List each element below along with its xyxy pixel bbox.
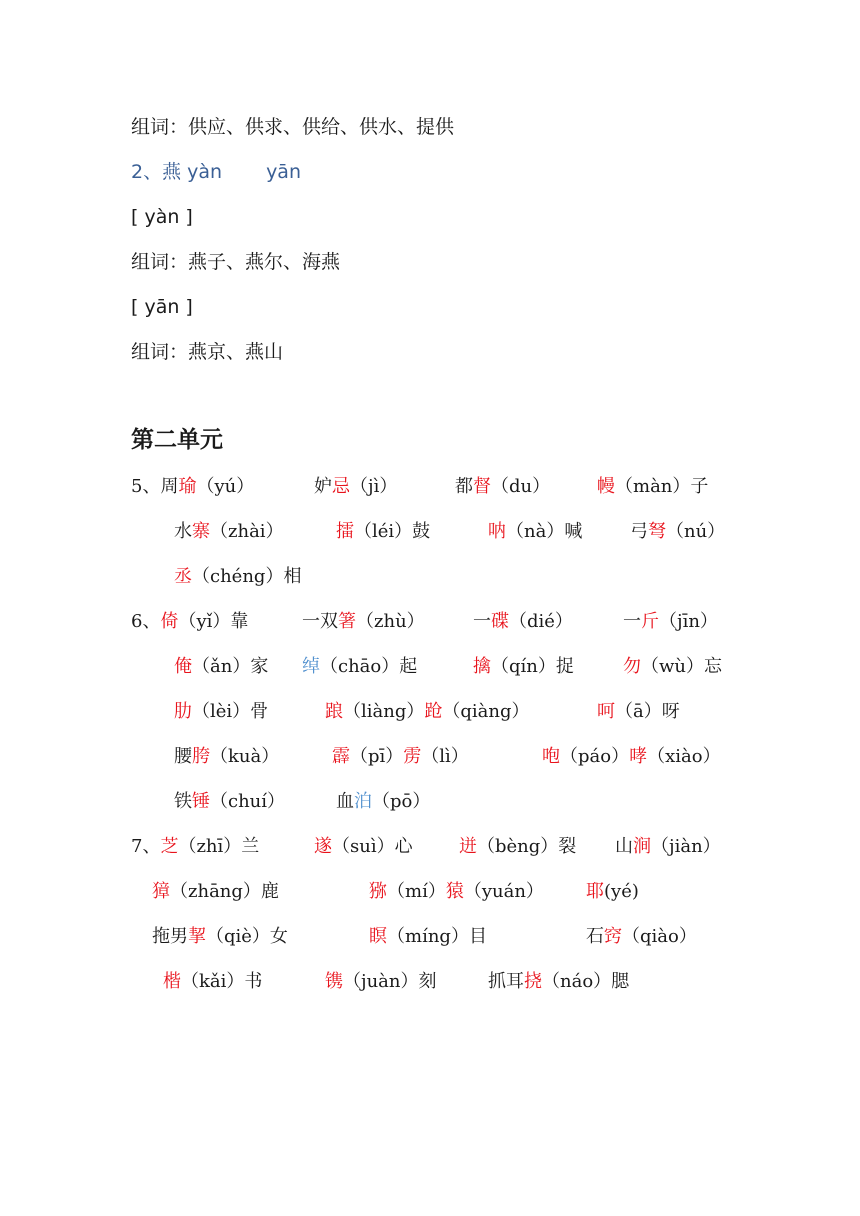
vocab-text: （xiào） — [647, 746, 721, 767]
vocab-item — [174, 564, 301, 590]
highlighted-character: 挠 — [524, 971, 542, 992]
vocab-item — [369, 924, 487, 950]
vocab-item — [174, 789, 285, 815]
vocab-text: （pō） — [372, 791, 431, 812]
highlighted-character: 挈 — [188, 926, 206, 947]
highlighted-character: 丞 — [174, 566, 192, 587]
vocab-text: （lèi）骨 — [192, 701, 269, 722]
vocab-item — [302, 609, 425, 635]
vocab-text: （ā）呀 — [615, 701, 680, 722]
vocab-item — [131, 834, 259, 860]
reading-bracket-yan4: [ yàn ] — [131, 206, 193, 228]
highlighted-character: 耶 — [586, 881, 604, 902]
vocab-text: 水 — [174, 521, 192, 542]
highlighted-character: 獐 — [152, 881, 170, 902]
highlighted-character: 哮 — [629, 746, 648, 767]
vocab-text: （nà）喊 — [506, 521, 583, 542]
highlighted-character: 踉 — [325, 701, 343, 722]
vocab-item — [473, 609, 573, 635]
vocab-text: 血 — [336, 791, 354, 812]
highlighted-character: 镌 — [325, 971, 343, 992]
vocab-item — [174, 654, 268, 680]
highlighted-character: 咆 — [542, 746, 560, 767]
highlighted-character: 寨 — [192, 521, 210, 542]
vocab-item — [174, 699, 268, 725]
highlighted-character: 窍 — [604, 926, 622, 947]
highlighted-character: 泊 — [354, 791, 372, 812]
vocab-text: （páo） — [560, 746, 630, 767]
vocab-item — [174, 519, 284, 545]
vocab-item — [325, 699, 530, 725]
vocab-item — [336, 519, 430, 545]
highlighted-character: 倚 — [160, 611, 179, 632]
vocab-text: （qiè）女 — [206, 926, 288, 947]
vocab-text: （pī） — [350, 746, 404, 767]
vocab-text: （ǎn）家 — [192, 656, 269, 677]
vocab-text: （kuà） — [210, 746, 280, 767]
vocab-item — [597, 699, 680, 725]
vocab-text: （màn）子 — [615, 476, 709, 497]
vocab-text: 7、 — [131, 836, 161, 857]
highlighted-character: 弩 — [648, 521, 666, 542]
vocab-item — [455, 474, 550, 500]
vocab-text: 6、 — [131, 611, 161, 632]
vocab-item — [131, 609, 248, 635]
entry-2-heading — [131, 159, 301, 185]
vocab-text: （liàng） — [343, 701, 425, 722]
vocab-text: （zhī）兰 — [178, 836, 260, 857]
vocab-item — [325, 969, 437, 995]
vocab-item — [152, 924, 288, 950]
vocab-item — [597, 474, 708, 500]
vocab-text: 石 — [586, 926, 604, 947]
highlighted-character: 霹 — [332, 746, 350, 767]
vocab-item — [586, 879, 639, 905]
vocab-text: 一双 — [302, 611, 338, 632]
vocab-text: （yǐ）靠 — [178, 611, 249, 632]
vocab-text: （chéng）相 — [192, 566, 302, 587]
highlighted-character: 迸 — [459, 836, 477, 857]
vocab-text: 5、周 — [131, 476, 179, 497]
section-title: 第二单元 — [131, 427, 223, 453]
vocab-text: （zhài） — [210, 521, 284, 542]
highlighted-character: 忌 — [332, 476, 350, 497]
highlighted-character: 瑜 — [178, 476, 197, 497]
vocab-text: （zhāng）鹿 — [170, 881, 279, 902]
vocab-item — [623, 654, 722, 680]
vocab-item — [615, 834, 721, 860]
vocab-text: （lì） — [421, 746, 469, 767]
vocab-text: 都 — [455, 476, 473, 497]
vocab-text: （yú） — [196, 476, 255, 497]
vocab-text: 山 — [615, 836, 633, 857]
vocab-text: （qiàng） — [442, 701, 530, 722]
vocab-item — [336, 789, 430, 815]
vocab-text: （náo）腮 — [542, 971, 630, 992]
vocab-item — [163, 969, 262, 995]
entry-2-label: 2、燕 yàn — [131, 161, 223, 183]
highlighted-character: 箸 — [338, 611, 356, 632]
highlighted-character: 芝 — [160, 836, 179, 857]
vocab-text: （mí） — [387, 881, 446, 902]
vocab-item — [473, 654, 574, 680]
vocab-text: （dié） — [509, 611, 573, 632]
vocab-text: 弓 — [630, 521, 648, 542]
vocab-text: 一 — [473, 611, 491, 632]
highlighted-character: 瞑 — [369, 926, 387, 947]
vocab-item — [459, 834, 576, 860]
highlighted-character: 督 — [473, 476, 491, 497]
vocab-text: 铁 — [174, 791, 192, 812]
vocab-text: （nú） — [666, 521, 726, 542]
vocab-text: 妒 — [314, 476, 332, 497]
vocab-item — [152, 879, 279, 905]
highlighted-character: 呐 — [488, 521, 506, 542]
vocab-text: （jīn） — [659, 611, 718, 632]
highlighted-character: 绰 — [302, 656, 320, 677]
vocab-text: （qiào） — [622, 926, 697, 947]
vocab-text: （chāo）起 — [320, 656, 418, 677]
highlighted-character: 擒 — [473, 656, 491, 677]
entry-2-alt-reading: yān — [266, 161, 301, 183]
highlighted-character: 俺 — [174, 656, 192, 677]
vocab-item — [314, 834, 413, 860]
vocab-text: （du） — [491, 476, 551, 497]
highlighted-character: 遂 — [314, 836, 332, 857]
vocab-text: （zhù） — [356, 611, 425, 632]
vocab-text: （bèng）裂 — [477, 836, 577, 857]
vocab-text: （míng）目 — [387, 926, 487, 947]
vocab-text: (yé) — [604, 881, 639, 902]
highlighted-character: 雳 — [403, 746, 422, 767]
vocab-item — [488, 969, 629, 995]
highlighted-character: 涧 — [633, 836, 651, 857]
vocab-item — [332, 744, 469, 770]
highlighted-character: 幔 — [597, 476, 615, 497]
vocab-text: （suì）心 — [332, 836, 413, 857]
highlighted-character: 肋 — [174, 701, 192, 722]
vocab-text: （juàn）刻 — [343, 971, 437, 992]
highlighted-character: 呵 — [597, 701, 615, 722]
vocab-text: 一 — [623, 611, 641, 632]
vocab-item — [302, 654, 417, 680]
vocab-text: 抓耳 — [488, 971, 524, 992]
highlighted-character: 跄 — [424, 701, 443, 722]
highlighted-character: 猕 — [369, 881, 387, 902]
highlighted-character: 斤 — [641, 611, 659, 632]
highlighted-character: 擂 — [336, 521, 354, 542]
highlighted-character: 楷 — [163, 971, 181, 992]
vocab-item — [314, 474, 397, 500]
words-line-yan4: 组词：燕子、燕尔、海燕 — [131, 251, 341, 273]
vocab-item — [586, 924, 697, 950]
vocab-text: （kǎi）书 — [181, 971, 263, 992]
vocab-item — [131, 474, 254, 500]
vocab-text: 腰 — [174, 746, 192, 767]
vocab-item — [174, 744, 279, 770]
vocab-item — [630, 519, 725, 545]
words-line-yan1: 组词：燕京、燕山 — [131, 341, 284, 363]
vocab-item — [542, 744, 721, 770]
vocab-text: （jì） — [350, 476, 398, 497]
vocab-text: （chuí） — [210, 791, 286, 812]
highlighted-character: 胯 — [192, 746, 210, 767]
vocab-text: 拖男 — [152, 926, 188, 947]
vocab-item — [488, 519, 582, 545]
vocab-text: （yuán） — [463, 881, 544, 902]
vocab-item — [623, 609, 718, 635]
highlighted-character: 勿 — [623, 656, 641, 677]
reading-bracket-yan1: [ yān ] — [131, 296, 193, 318]
highlighted-character: 锤 — [192, 791, 210, 812]
vocab-text: （qín）捉 — [491, 656, 574, 677]
words-line-gong: 组词：供应、供求、供给、供水、提供 — [131, 116, 455, 138]
vocab-item — [369, 879, 544, 905]
vocab-text: （wù）忘 — [641, 656, 722, 677]
vocab-text: （jiàn） — [651, 836, 721, 857]
highlighted-character: 猿 — [445, 881, 464, 902]
highlighted-character: 碟 — [491, 611, 509, 632]
vocab-text: （léi）鼓 — [354, 521, 431, 542]
